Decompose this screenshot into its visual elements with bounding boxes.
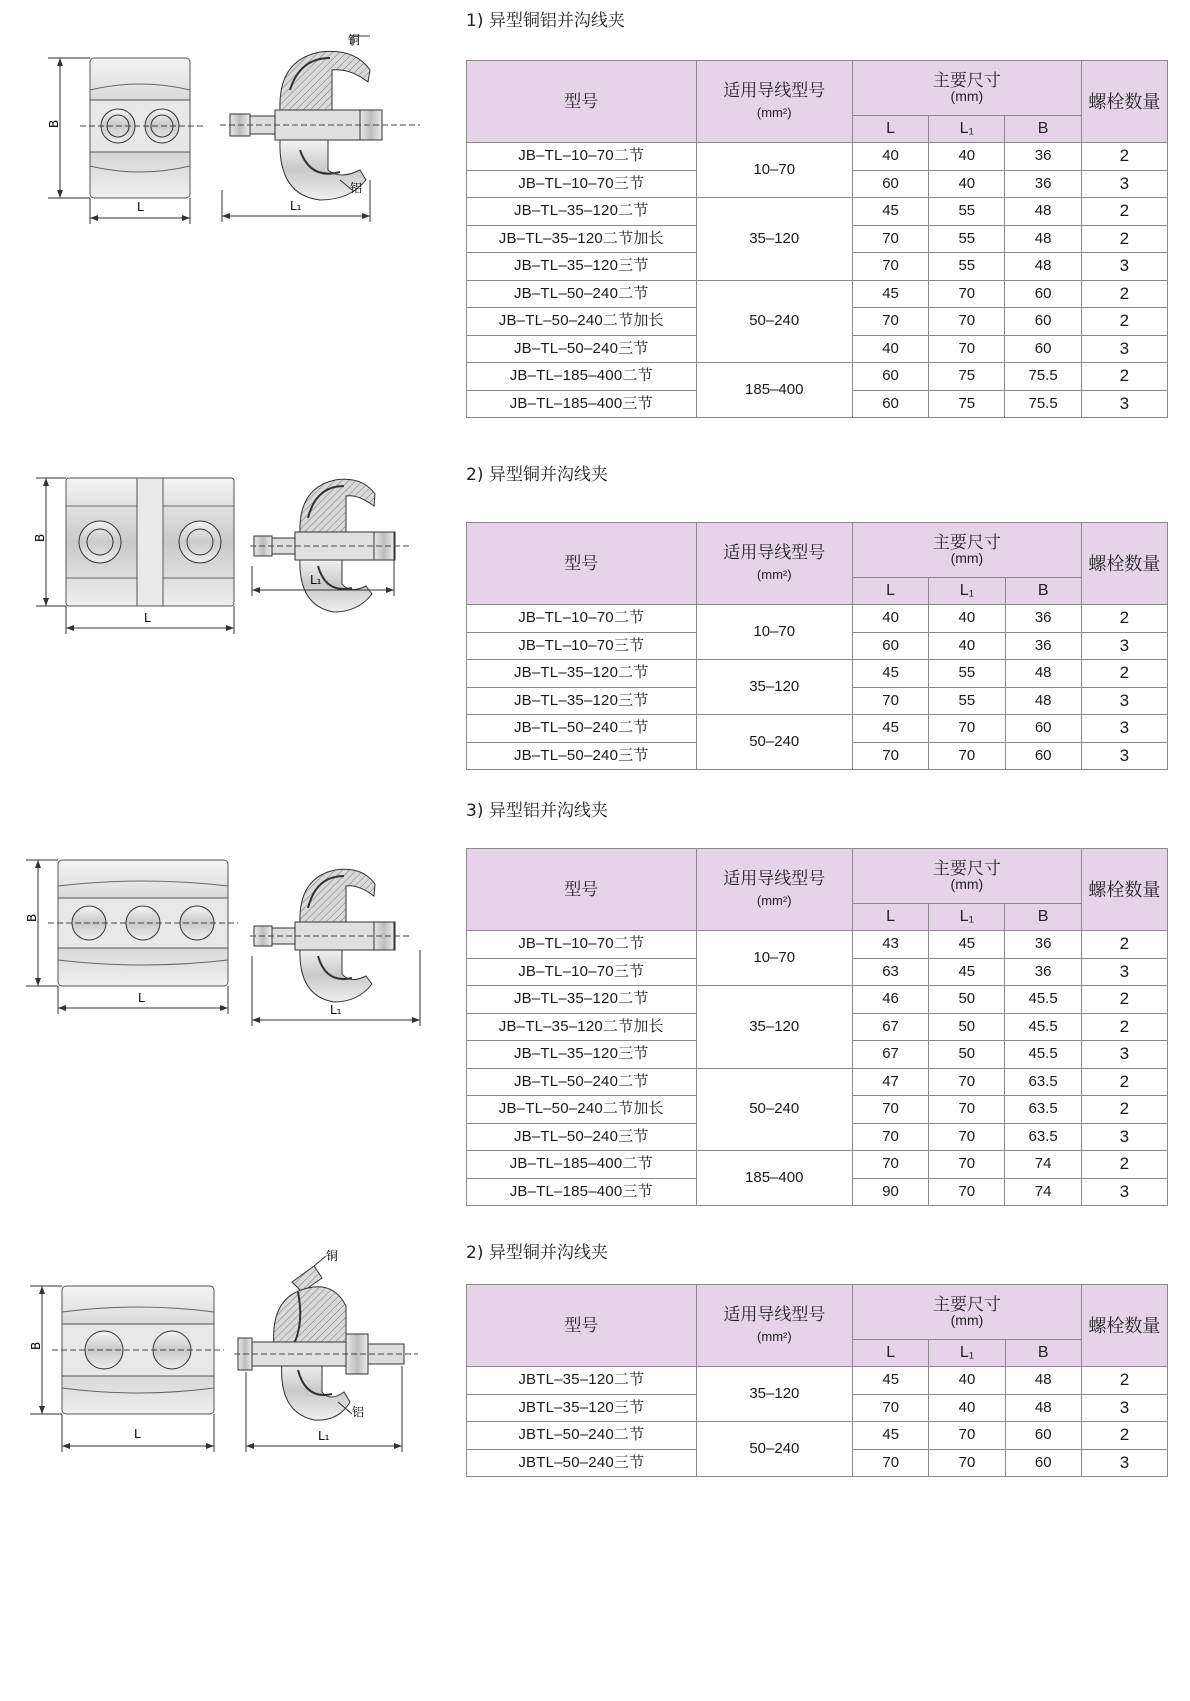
cell-bolts: 2 bbox=[1081, 308, 1167, 336]
table-row bbox=[467, 715, 1168, 743]
table-row bbox=[467, 363, 1168, 391]
cell-L1: 70 bbox=[929, 308, 1005, 336]
cell-L1: 45 bbox=[929, 931, 1005, 959]
cell-model: JB–TL–35–120二节加长 bbox=[467, 1013, 697, 1041]
cell-L1: 70 bbox=[929, 1178, 1005, 1206]
cell-B: 74 bbox=[1005, 1178, 1081, 1206]
table-row bbox=[467, 1068, 1168, 1096]
cell-bolts: 2 bbox=[1081, 143, 1167, 171]
cell-B: 60 bbox=[1005, 335, 1081, 363]
label-L1: L₁ bbox=[310, 573, 322, 587]
cell-bolts: 3 bbox=[1081, 1449, 1167, 1477]
cell-L: 67 bbox=[852, 1013, 928, 1041]
cell-L: 45 bbox=[853, 1367, 929, 1395]
cell-wire: 10–70 bbox=[696, 931, 852, 986]
header-wire-label: 适用导线型号 bbox=[723, 80, 826, 100]
cell-model: JB–TL–10–70三节 bbox=[467, 958, 697, 986]
label-aluminum: 铝 bbox=[352, 1405, 365, 1419]
cell-L1: 40 bbox=[929, 1367, 1005, 1395]
cell-bolts: 3 bbox=[1081, 958, 1167, 986]
header-dims bbox=[852, 849, 1081, 904]
table-row bbox=[467, 1367, 1168, 1395]
cell-L: 70 bbox=[853, 1394, 929, 1422]
cell-bolts: 2 bbox=[1081, 1422, 1167, 1450]
cell-L1: 70 bbox=[929, 1068, 1005, 1096]
cell-L: 70 bbox=[852, 253, 928, 281]
header-model: 型号 bbox=[467, 523, 697, 605]
cell-model: JB–TL–10–70二节 bbox=[467, 605, 697, 633]
header-model: 型号 bbox=[467, 849, 697, 931]
header-model: 型号 bbox=[467, 1285, 697, 1367]
cell-model: JB–TL–35–120二节加长 bbox=[467, 225, 697, 253]
spec-table bbox=[466, 522, 1168, 770]
cell-B: 60 bbox=[1005, 742, 1081, 770]
cell-L1: 70 bbox=[929, 1096, 1005, 1124]
cell-model: JB–TL–35–120二节 bbox=[467, 660, 697, 688]
header-wire bbox=[696, 61, 852, 143]
header-L: L bbox=[852, 116, 928, 143]
cell-bolts: 3 bbox=[1081, 1041, 1167, 1069]
cell-B: 36 bbox=[1005, 143, 1081, 171]
cell-model: JB–TL–50–240三节 bbox=[467, 742, 697, 770]
front-view-drawing bbox=[20, 1280, 230, 1460]
cell-B: 48 bbox=[1005, 253, 1081, 281]
cell-wire: 35–120 bbox=[696, 986, 852, 1069]
cell-bolts: 2 bbox=[1081, 605, 1167, 633]
cell-model: JB–TL–50–240二节 bbox=[467, 1068, 697, 1096]
label-L: L bbox=[137, 200, 144, 214]
cell-L1: 55 bbox=[929, 225, 1005, 253]
cell-bolts: 3 bbox=[1081, 715, 1167, 743]
table-row bbox=[467, 986, 1168, 1014]
cell-bolts: 3 bbox=[1081, 1394, 1167, 1422]
label-copper: 铜 bbox=[348, 33, 361, 47]
label-aluminum: 铝 bbox=[350, 181, 363, 195]
cell-B: 74 bbox=[1005, 1151, 1081, 1179]
cell-model: JB–TL–185–400三节 bbox=[467, 1178, 697, 1206]
cell-L1: 55 bbox=[929, 660, 1005, 688]
cell-L1: 45 bbox=[929, 958, 1005, 986]
cell-L: 90 bbox=[852, 1178, 928, 1206]
header-L1: L₁ bbox=[929, 1340, 1005, 1367]
side-view-drawing bbox=[220, 30, 430, 240]
cell-L: 45 bbox=[852, 280, 928, 308]
header-dims bbox=[852, 61, 1081, 116]
cell-L: 70 bbox=[853, 687, 929, 715]
header-dims-label: 主要尺寸 bbox=[932, 71, 1001, 90]
cell-B: 45.5 bbox=[1005, 1013, 1081, 1041]
cell-L1: 40 bbox=[929, 1394, 1005, 1422]
label-L: L bbox=[144, 611, 151, 625]
cell-bolts: 3 bbox=[1081, 1123, 1167, 1151]
cell-B: 36 bbox=[1005, 958, 1081, 986]
cell-wire: 35–120 bbox=[696, 660, 853, 715]
cell-model: JB–TL–35–120三节 bbox=[467, 1041, 697, 1069]
header-wire bbox=[696, 849, 852, 931]
cell-B: 36 bbox=[1005, 170, 1081, 198]
cell-wire: 185–400 bbox=[696, 363, 852, 418]
cell-B: 60 bbox=[1005, 280, 1081, 308]
cell-L1: 55 bbox=[929, 198, 1005, 226]
cell-L1: 70 bbox=[929, 715, 1005, 743]
header-dims-unit: (mm) bbox=[950, 1312, 984, 1328]
header-B: B bbox=[1005, 116, 1081, 143]
cell-L: 67 bbox=[852, 1041, 928, 1069]
cell-model: JB–TL–10–70二节 bbox=[467, 143, 697, 171]
cell-bolts: 2 bbox=[1081, 363, 1167, 391]
side-view-drawing bbox=[250, 856, 440, 1036]
cell-B: 48 bbox=[1005, 1394, 1081, 1422]
header-L: L bbox=[853, 1340, 929, 1367]
cell-L1: 70 bbox=[929, 742, 1005, 770]
header-dims bbox=[853, 523, 1082, 578]
cell-L1: 70 bbox=[929, 335, 1005, 363]
table-header bbox=[467, 849, 1168, 931]
front-view-drawing bbox=[16, 854, 236, 1034]
header-bolts: 螺栓数量 bbox=[1081, 849, 1167, 931]
cell-L: 70 bbox=[852, 1151, 928, 1179]
cell-L: 47 bbox=[852, 1068, 928, 1096]
cell-L1: 50 bbox=[929, 1013, 1005, 1041]
header-wire-unit: (mm²) bbox=[756, 566, 792, 582]
label-L1: L₁ bbox=[330, 1003, 342, 1017]
cell-model: JB–TL–50–240三节 bbox=[467, 1123, 697, 1151]
cell-B: 60 bbox=[1005, 715, 1081, 743]
cell-B: 75.5 bbox=[1005, 363, 1081, 391]
cell-L: 70 bbox=[852, 308, 928, 336]
header-wire bbox=[696, 1285, 852, 1367]
cell-wire: 185–400 bbox=[696, 1151, 852, 1206]
cell-bolts: 3 bbox=[1081, 170, 1167, 198]
table-row bbox=[467, 605, 1168, 633]
section-title: 2) 异型铜并沟线夹 bbox=[466, 1243, 608, 1263]
label-L: L bbox=[134, 1427, 141, 1441]
section-title: 2) 异型铜并沟线夹 bbox=[466, 465, 608, 485]
cell-wire: 10–70 bbox=[696, 605, 853, 660]
cell-bolts: 2 bbox=[1081, 1068, 1167, 1096]
cell-bolts: 3 bbox=[1081, 253, 1167, 281]
header-dims-label: 主要尺寸 bbox=[932, 859, 1001, 878]
cell-L: 70 bbox=[853, 1449, 929, 1477]
cell-model: JB–TL–35–120三节 bbox=[467, 687, 697, 715]
section-title: 1) 异型铜铝并沟线夹 bbox=[466, 11, 625, 31]
cell-wire: 50–240 bbox=[696, 715, 853, 770]
header-bolts: 螺栓数量 bbox=[1081, 61, 1167, 143]
cell-L: 40 bbox=[852, 335, 928, 363]
cell-L: 60 bbox=[852, 390, 928, 418]
cell-model: JBTL–35–120二节 bbox=[467, 1367, 697, 1395]
section-title: 3) 异型铝并沟线夹 bbox=[466, 801, 608, 821]
cell-wire: 10–70 bbox=[696, 143, 852, 198]
label-B: B bbox=[33, 533, 47, 542]
cell-bolts: 2 bbox=[1081, 225, 1167, 253]
cell-L: 43 bbox=[852, 931, 928, 959]
cell-bolts: 2 bbox=[1081, 986, 1167, 1014]
label-L1: L₁ bbox=[290, 199, 302, 213]
cell-bolts: 2 bbox=[1081, 198, 1167, 226]
cell-bolts: 3 bbox=[1081, 1178, 1167, 1206]
side-view-drawing bbox=[250, 466, 440, 646]
table-row bbox=[467, 198, 1168, 226]
cell-bolts: 2 bbox=[1081, 931, 1167, 959]
bolt-icon bbox=[79, 521, 121, 563]
cell-B: 63.5 bbox=[1005, 1123, 1081, 1151]
cell-B: 48 bbox=[1005, 225, 1081, 253]
cell-B: 48 bbox=[1005, 687, 1081, 715]
cell-bolts: 2 bbox=[1081, 1151, 1167, 1179]
table-row bbox=[467, 143, 1168, 171]
cell-L1: 55 bbox=[929, 253, 1005, 281]
header-dims-label: 主要尺寸 bbox=[932, 533, 1001, 552]
header-L1: L₁ bbox=[929, 904, 1005, 931]
header-B: B bbox=[1005, 1340, 1081, 1367]
header-wire-unit: (mm²) bbox=[756, 104, 792, 120]
spec-table bbox=[466, 1284, 1168, 1477]
header-B: B bbox=[1005, 578, 1081, 605]
cell-L: 40 bbox=[853, 605, 929, 633]
table-header bbox=[467, 523, 1168, 605]
cell-wire: 35–120 bbox=[696, 1367, 852, 1422]
label-L: L bbox=[138, 991, 145, 1005]
cell-L1: 50 bbox=[929, 1041, 1005, 1069]
header-wire-label: 适用导线型号 bbox=[723, 542, 826, 562]
cell-B: 45.5 bbox=[1005, 1041, 1081, 1069]
cell-model: JB–TL–50–240二节 bbox=[467, 280, 697, 308]
cell-L: 63 bbox=[852, 958, 928, 986]
cell-model: JB–TL–10–70三节 bbox=[467, 170, 697, 198]
header-dims-unit: (mm) bbox=[950, 876, 984, 892]
cell-L: 70 bbox=[852, 1123, 928, 1151]
cell-bolts: 2 bbox=[1081, 1096, 1167, 1124]
front-view-drawing bbox=[40, 48, 220, 238]
cell-L1: 50 bbox=[929, 986, 1005, 1014]
cell-B: 48 bbox=[1005, 1367, 1081, 1395]
table-body bbox=[467, 605, 1168, 770]
header-B: B bbox=[1005, 904, 1081, 931]
cell-model: JB–TL–50–240二节 bbox=[467, 715, 697, 743]
cell-L1: 70 bbox=[929, 1422, 1005, 1450]
label-L1: L₁ bbox=[318, 1429, 330, 1443]
cell-bolts: 3 bbox=[1081, 390, 1167, 418]
cell-model: JB–TL–35–120二节 bbox=[467, 986, 697, 1014]
cell-B: 60 bbox=[1005, 308, 1081, 336]
header-wire-unit: (mm²) bbox=[756, 892, 792, 908]
cell-L: 60 bbox=[852, 170, 928, 198]
cell-L: 45 bbox=[853, 1422, 929, 1450]
header-L1: L₁ bbox=[929, 578, 1005, 605]
cell-B: 48 bbox=[1005, 660, 1081, 688]
cell-wire: 35–120 bbox=[696, 198, 852, 281]
label-copper: 铜 bbox=[326, 1249, 339, 1263]
header-wire bbox=[696, 523, 853, 605]
cell-B: 63.5 bbox=[1005, 1068, 1081, 1096]
cell-bolts: 3 bbox=[1081, 742, 1167, 770]
header-model: 型号 bbox=[467, 61, 697, 143]
header-bolts: 螺栓数量 bbox=[1081, 523, 1167, 605]
cell-L: 40 bbox=[852, 143, 928, 171]
bolt-icon bbox=[179, 521, 221, 563]
cell-L1: 75 bbox=[929, 390, 1005, 418]
cell-wire: 50–240 bbox=[696, 280, 852, 363]
cell-model: JBTL–35–120三节 bbox=[467, 1394, 697, 1422]
table-row bbox=[467, 1151, 1168, 1179]
cell-B: 60 bbox=[1005, 1422, 1081, 1450]
cell-model: JB–TL–185–400三节 bbox=[467, 390, 697, 418]
cell-bolts: 3 bbox=[1081, 687, 1167, 715]
cell-L: 60 bbox=[852, 363, 928, 391]
header-bolts: 螺栓数量 bbox=[1081, 1285, 1167, 1367]
cell-model: JB–TL–50–240三节 bbox=[467, 335, 697, 363]
cell-L: 45 bbox=[853, 660, 929, 688]
cell-wire: 50–240 bbox=[696, 1068, 852, 1151]
cell-L1: 70 bbox=[929, 280, 1005, 308]
table-header bbox=[467, 1285, 1168, 1367]
cell-model: JBTL–50–240三节 bbox=[467, 1449, 697, 1477]
table-row bbox=[467, 931, 1168, 959]
cell-model: JB–TL–185–400二节 bbox=[467, 363, 697, 391]
header-wire-unit: (mm²) bbox=[757, 1328, 792, 1344]
cell-B: 45.5 bbox=[1005, 986, 1081, 1014]
table-row bbox=[467, 280, 1168, 308]
table-row bbox=[467, 660, 1168, 688]
cell-L: 70 bbox=[852, 1096, 928, 1124]
cell-model: JB–TL–50–240二节加长 bbox=[467, 308, 697, 336]
cell-model: JB–TL–10–70三节 bbox=[467, 632, 697, 660]
cell-L1: 70 bbox=[929, 1123, 1005, 1151]
cell-model: JB–TL–50–240二节加长 bbox=[467, 1096, 697, 1124]
cell-B: 48 bbox=[1005, 198, 1081, 226]
table-body bbox=[467, 931, 1168, 1206]
cell-L1: 55 bbox=[929, 687, 1005, 715]
label-B: B bbox=[29, 1341, 43, 1350]
cell-B: 75.5 bbox=[1005, 390, 1081, 418]
table-body bbox=[467, 1367, 1168, 1477]
cell-B: 36 bbox=[1005, 931, 1081, 959]
cell-L1: 40 bbox=[929, 632, 1005, 660]
cell-bolts: 2 bbox=[1081, 1367, 1167, 1395]
spec-table bbox=[466, 60, 1168, 418]
cell-bolts: 2 bbox=[1081, 660, 1167, 688]
header-L: L bbox=[853, 578, 929, 605]
spec-table bbox=[466, 848, 1168, 1206]
cell-bolts: 2 bbox=[1081, 1013, 1167, 1041]
cell-B: 36 bbox=[1005, 632, 1081, 660]
header-dims-unit: (mm) bbox=[950, 550, 984, 566]
table-row bbox=[467, 1422, 1168, 1450]
cell-L1: 40 bbox=[929, 170, 1005, 198]
label-B: B bbox=[25, 913, 39, 922]
cell-model: JB–TL–10–70二节 bbox=[467, 931, 697, 959]
cell-wire: 50–240 bbox=[696, 1422, 852, 1477]
header-wire-label: 适用导线型号 bbox=[723, 1304, 826, 1324]
header-L1: L₁ bbox=[929, 116, 1005, 143]
cell-L: 70 bbox=[853, 742, 929, 770]
cell-L1: 40 bbox=[929, 605, 1005, 633]
header-wire-label: 适用导线型号 bbox=[723, 868, 826, 888]
cell-bolts: 3 bbox=[1081, 335, 1167, 363]
cell-model: JB–TL–185–400二节 bbox=[467, 1151, 697, 1179]
header-dims-unit: (mm) bbox=[950, 88, 984, 104]
header-dims bbox=[853, 1285, 1082, 1340]
cell-model: JB–TL–35–120二节 bbox=[467, 198, 697, 226]
cell-L: 70 bbox=[852, 225, 928, 253]
cell-bolts: 2 bbox=[1081, 280, 1167, 308]
cell-L: 45 bbox=[852, 198, 928, 226]
cell-model: JBTL–50–240二节 bbox=[467, 1422, 697, 1450]
cell-L1: 40 bbox=[929, 143, 1005, 171]
cell-B: 36 bbox=[1005, 605, 1081, 633]
cell-L: 46 bbox=[852, 986, 928, 1014]
cell-L: 60 bbox=[853, 632, 929, 660]
side-view-drawing bbox=[234, 1249, 440, 1462]
header-dims-label: 主要尺寸 bbox=[932, 1295, 1001, 1314]
header-L: L bbox=[852, 904, 928, 931]
cell-L1: 70 bbox=[929, 1449, 1005, 1477]
table-body bbox=[467, 143, 1168, 418]
cell-bolts: 3 bbox=[1081, 632, 1167, 660]
cell-B: 60 bbox=[1005, 1449, 1081, 1477]
cell-L1: 75 bbox=[929, 363, 1005, 391]
cell-L: 45 bbox=[853, 715, 929, 743]
label-B: B bbox=[47, 119, 61, 128]
table-header bbox=[467, 61, 1168, 143]
cell-model: JB–TL–35–120三节 bbox=[467, 253, 697, 281]
cell-B: 63.5 bbox=[1005, 1096, 1081, 1124]
cell-L1: 70 bbox=[929, 1151, 1005, 1179]
front-view-drawing bbox=[26, 468, 246, 648]
